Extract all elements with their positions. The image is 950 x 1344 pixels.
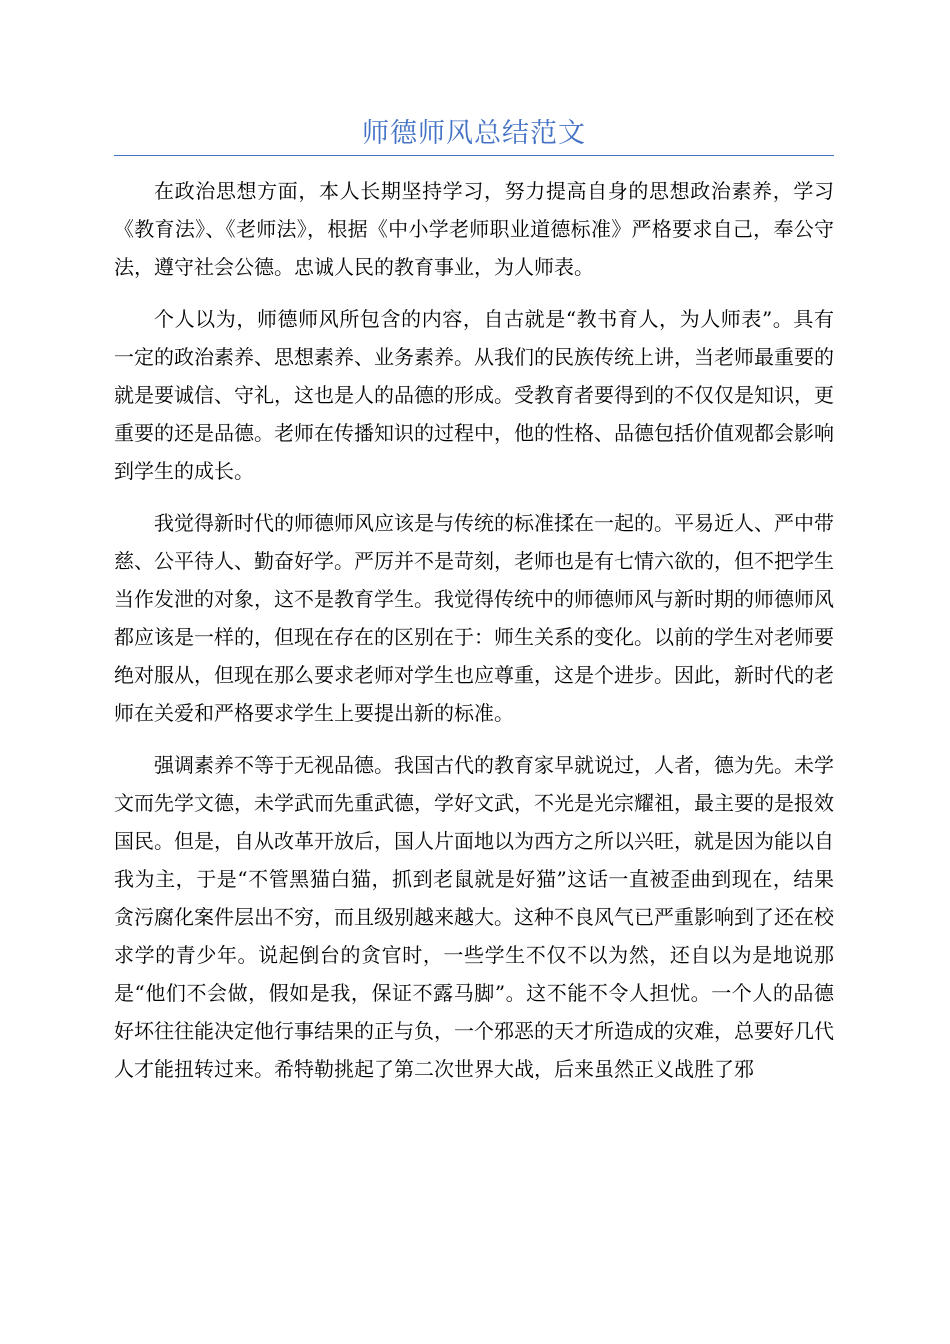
document-title: 师德师风总结范文 [362, 118, 586, 149]
document-body [114, 172, 834, 1102]
paragraph-2: 个人以为，师德师风所包含的内容，自古就是“教书育人，为人师表”。具有一定的政治素养、思想素养、业务素养。从我们的民族传统上讲，当老师最重要的就是要诚信、守礼，这也是人的品德的形成。受教育者要得到的不仅仅是知识，更重要的还是品德。老师在传播知识的过程中，他的性格、品德包括价值观都会影响到学生的成长。 [114, 307, 834, 483]
paragraph-4: 强调素养不等于无视品德。我国古代的教育家早就说过，人者，德为先。未学文而先学文德，未学武而先重武德，学好文武，不光是光宗耀祖，最主要的是报效国民。但是，自从改革开放后，国人片面地以为西方之所以兴旺，就是因为能以自我为主，于是“不管黑猫白猫，抓到老鼠就是好猫”这话一直被歪曲到现在，结果贪污腐化案件层出不穷，而且级别越来越大。这种不良风气已严重影响到了还在校求学的青少年。说起倒台的贪官时，一些学生不仅不以为然，还自以为是地说那是“他们不会做，假如是我，保证不露马脚”。这不能不令人担忧。一个人的品德好坏往往能决定他行事结果的正与负，一个邪恶的天才所造成的灾难，总要好几代人才能扭转过来。希特勒挑起了第二次世界大战，后来虽然正义战胜了邪 [114, 753, 834, 1081]
paragraph-3: 我觉得新时代的师德师风应该是与传统的标准揉在一起的。平易近人、严中带慈、公平待人、勤奋好学。严厉并不是苛刻，老师也是有七情六欲的，但不把学生当作发泄的对象，这不是教育学生。我觉得传统中的师德师风与新时期的师德师风都应该是一样的，但现在存在的区别在于：师生关系的变化。以前的学生对老师要绝对服从，但现在那么要求老师对学生也应尊重，这是个进步。因此，新时代的老师在关爱和严格要求学生上要提出新的标准。 [114, 511, 834, 725]
paragraph-1: 在政治思想方面，本人长期坚持学习，努力提高自身的思想政治素养，学习《教育法》、《老师法》，根据《中小学老师职业道德标准》严格要求自己，奉公守法，遵守社会公德。忠诚人民的教育事业，为人师表。 [114, 179, 834, 279]
title-block [114, 112, 834, 156]
